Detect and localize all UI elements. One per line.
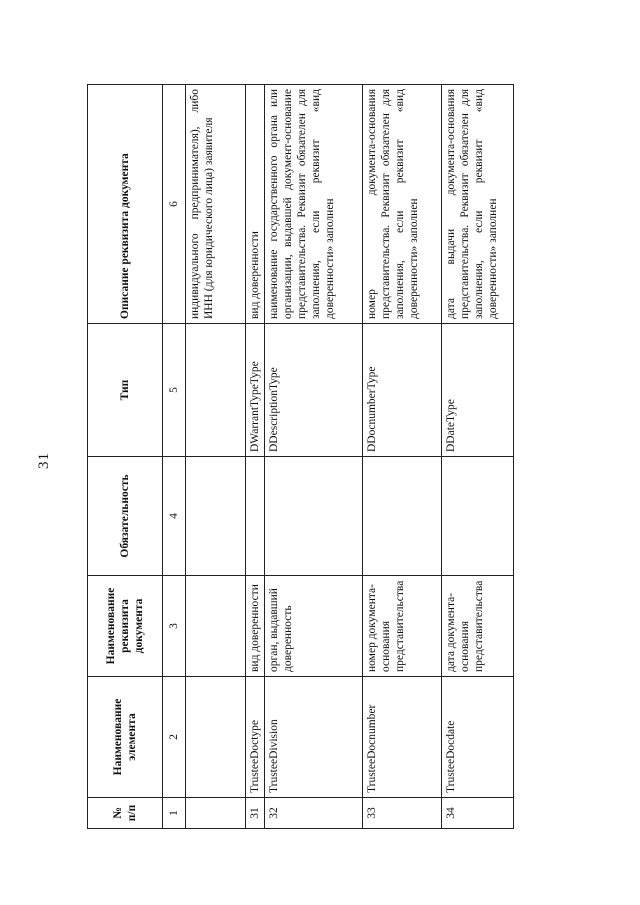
cell-type: DDateType [442, 324, 514, 457]
column-number: 2 [163, 677, 186, 798]
cell-num: 32 [265, 798, 363, 829]
rotated-table-container [87, 84, 507, 829]
table-row-continuation [186, 85, 246, 829]
cell-description: наименование государственного органа или организации, выдавшей документ-основание представительства. Реквизит обязателен для заполнения, если реквизит «вид доверенности» заполнен [265, 85, 363, 324]
cell-type: DWarrantTypeType [246, 324, 265, 457]
header-type: Тип [88, 324, 163, 457]
cell-description: вид доверенности [246, 85, 265, 324]
requisites-table [87, 84, 514, 829]
header-element-name: Наименование элемента [88, 677, 163, 798]
cell-name: вид доверенности [246, 576, 265, 677]
cell-num: 33 [363, 798, 442, 829]
cell-element: TrusteeDivision [265, 677, 363, 798]
cell-required [363, 457, 442, 576]
header-description: Описание реквизита документа [88, 85, 163, 324]
column-number: 5 [163, 324, 186, 457]
cell-element: TrusteeDocdate [442, 677, 514, 798]
cell-name: номер документа-основания представительства [363, 576, 442, 677]
column-number-row [163, 85, 186, 829]
cell-name [186, 576, 246, 677]
cell-num: 31 [246, 798, 265, 829]
table-header-row [88, 85, 163, 829]
cell-name: орган, выдавший доверенность [265, 576, 363, 677]
table-row [363, 85, 442, 829]
table-row [265, 85, 363, 829]
cell-description: индивидуального предпринимателя), либо ИНН (для юридического лица) заявителя [186, 85, 246, 324]
column-number: 6 [163, 85, 186, 324]
header-required: Обязательность [88, 457, 163, 576]
cell-num [186, 798, 246, 829]
cell-name: дата документа-основания представительства [442, 576, 514, 677]
cell-num: 34 [442, 798, 514, 829]
cell-type [186, 324, 246, 457]
page-number: 31 [36, 452, 52, 469]
column-number: 1 [163, 798, 186, 829]
header-requisite-name: Наименование реквизита документа [88, 576, 163, 677]
cell-element [186, 677, 246, 798]
cell-element: TrusteeDoctype [246, 677, 265, 798]
column-number: 4 [163, 457, 186, 576]
column-number: 3 [163, 576, 186, 677]
cell-type: DDocnumberType [363, 324, 442, 457]
table-row [246, 85, 265, 829]
cell-element: TrusteeDocnumber [363, 677, 442, 798]
header-row-number: № п/п [88, 798, 163, 829]
cell-required [186, 457, 246, 576]
cell-description: номер документа-основания представительства. Реквизит обязателен для заполнения, если реквизит «вид доверенности» заполнен [363, 85, 442, 324]
cell-required [265, 457, 363, 576]
cell-required [442, 457, 514, 576]
cell-description: дата выдачи документа-основания представительства. Реквизит обязателен для заполнения, если реквизит «вид доверенности» заполнен [442, 85, 514, 324]
cell-type: DDescriptionType [265, 324, 363, 457]
cell-required [246, 457, 265, 576]
table-row [442, 85, 514, 829]
